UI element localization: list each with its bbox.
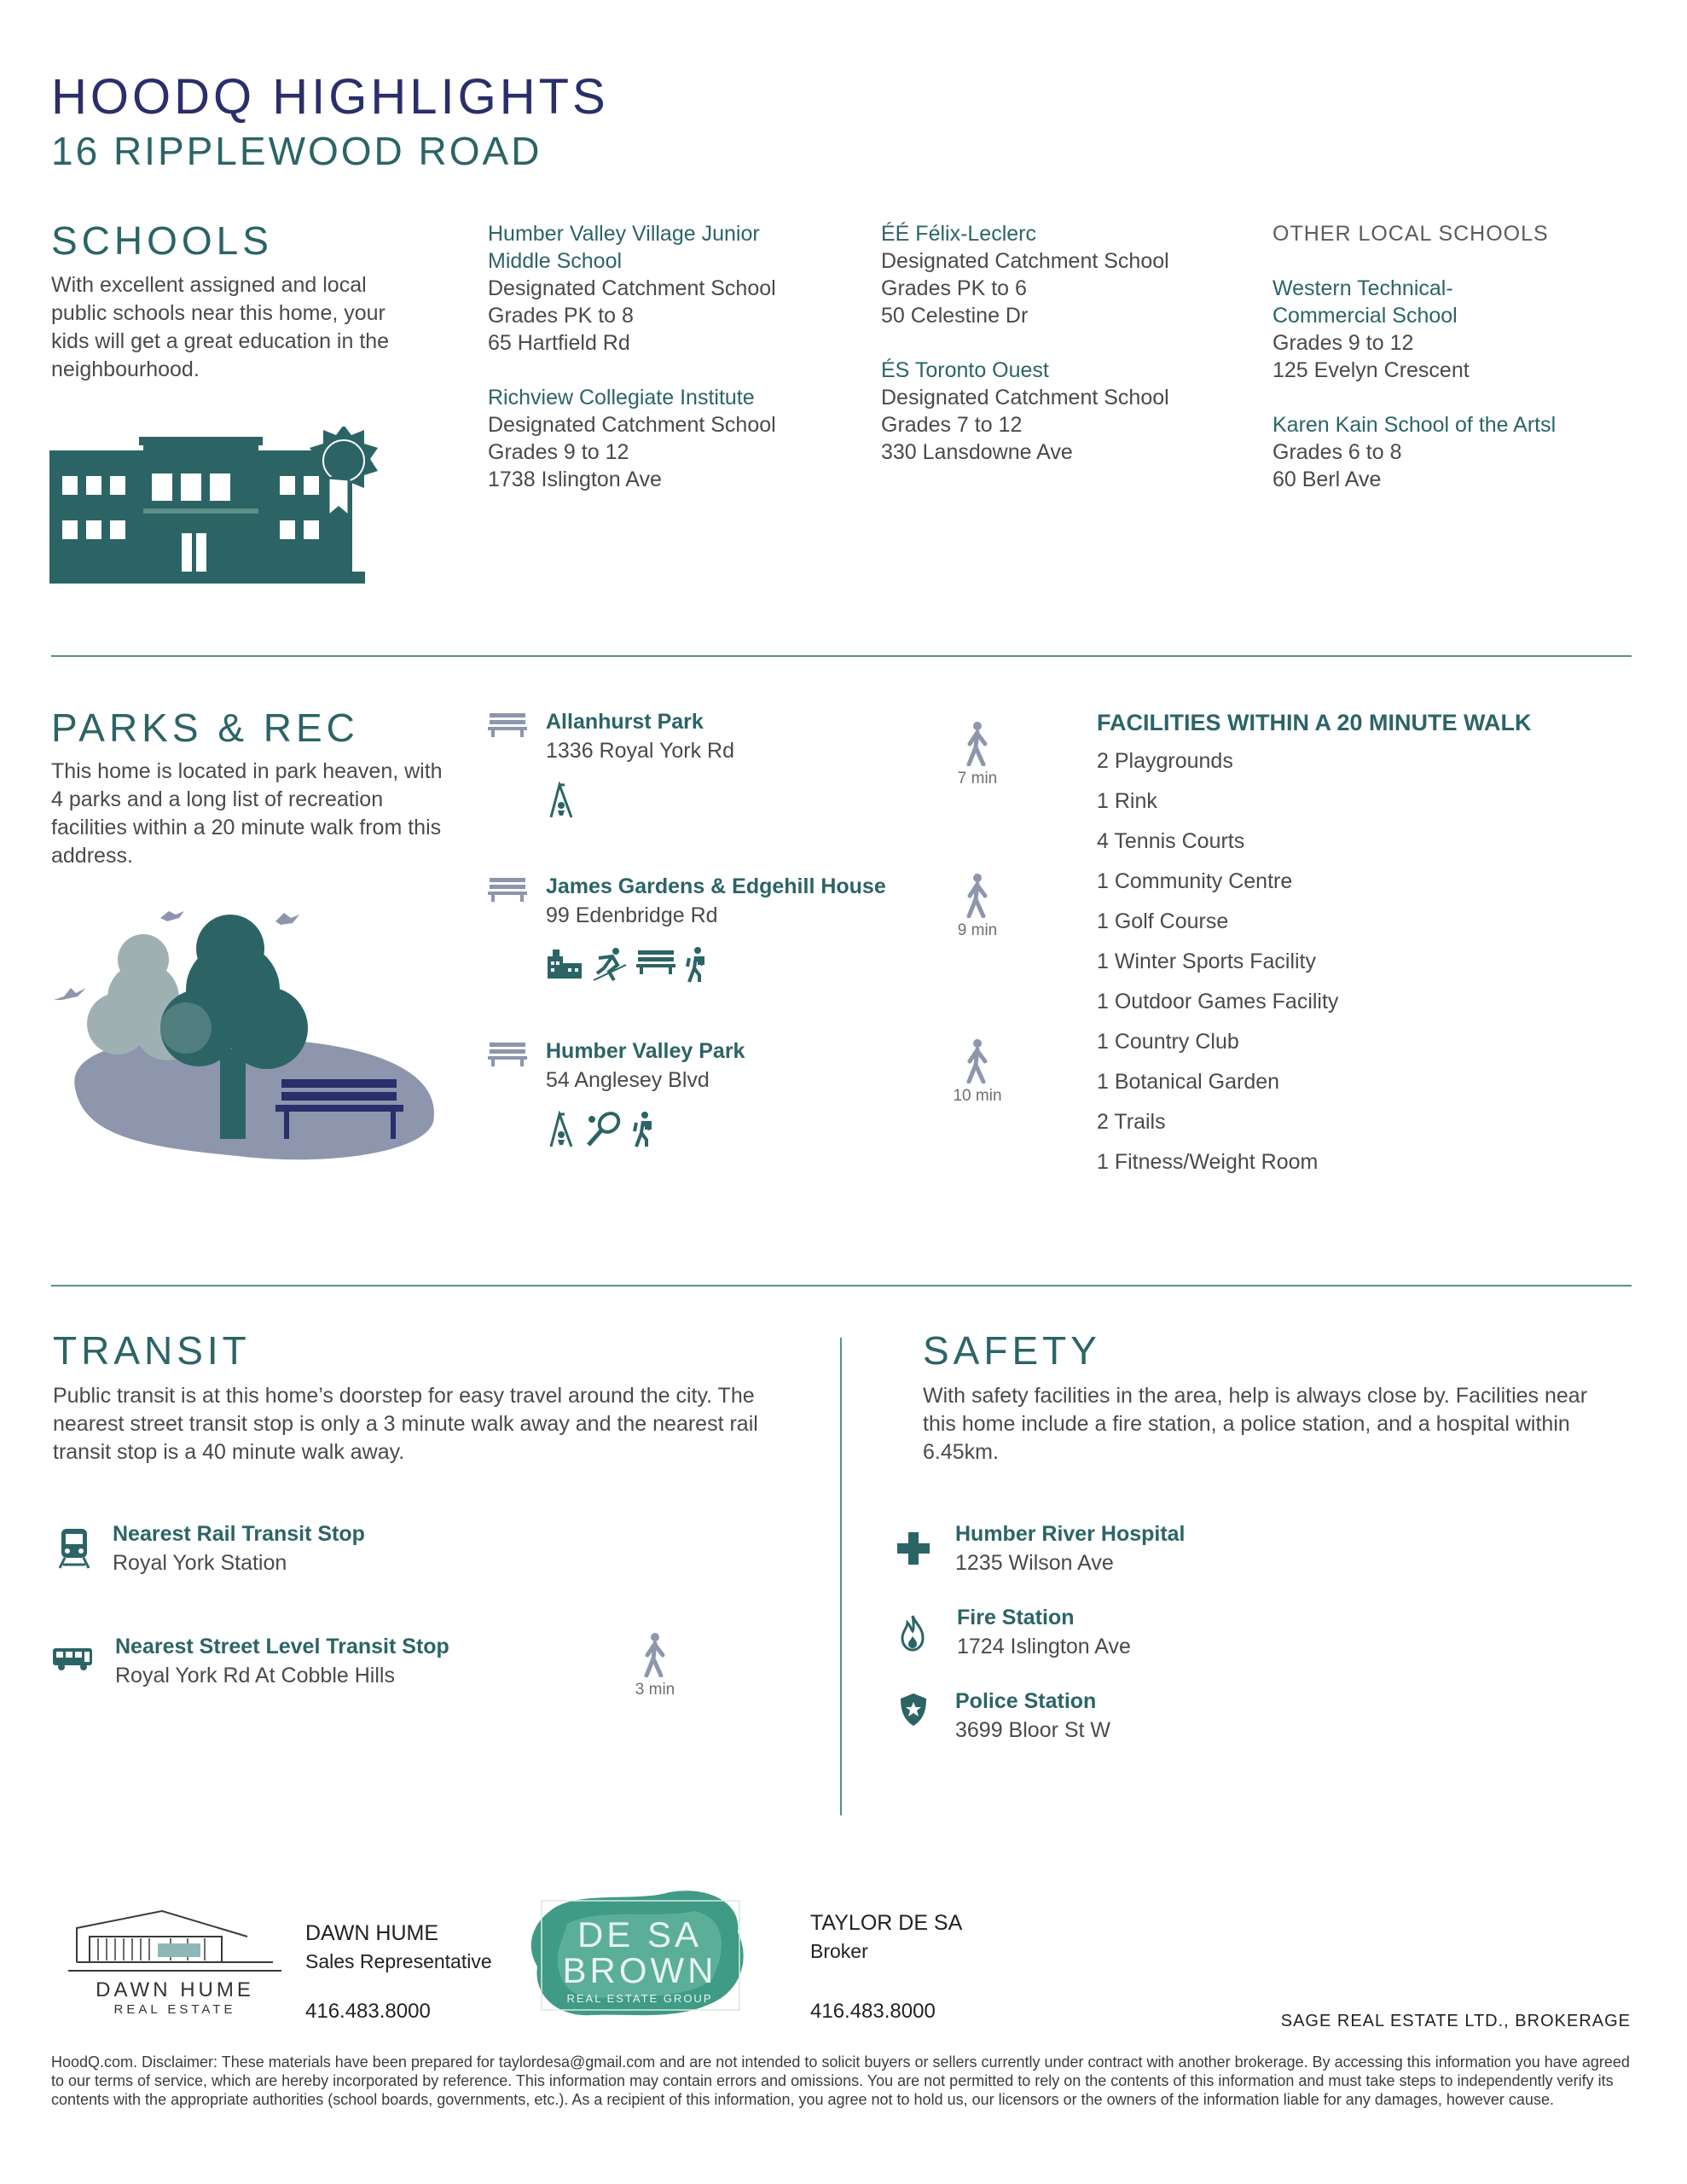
agent1-role: Sales Representative bbox=[305, 1950, 492, 1972]
bus-icon bbox=[51, 1647, 94, 1672]
school-card bbox=[881, 357, 1239, 466]
section-divider bbox=[51, 1285, 1632, 1287]
walk-time bbox=[943, 722, 1012, 788]
parks-intro: This home is located in park heaven, with 4 parks and a long list of recreation facilities within a 20 minute walk from this address. bbox=[51, 759, 443, 868]
agent2-role: Broker bbox=[810, 1940, 868, 1962]
school-card bbox=[488, 384, 846, 493]
school-card bbox=[488, 220, 846, 357]
walk-time bbox=[621, 1633, 689, 1699]
logo2-line3: REAL ESTATE GROUP bbox=[566, 1992, 713, 2005]
safety-title: Humber River Hospital bbox=[955, 1522, 1186, 1546]
walking-person-icon bbox=[965, 1039, 990, 1083]
facility-item: 1 Botanical Garden bbox=[1097, 1070, 1280, 1094]
rail-stop-value: Royal York Station bbox=[113, 1551, 287, 1575]
walk-time-label: 10 min bbox=[953, 1087, 1002, 1105]
playground-icon bbox=[546, 781, 577, 819]
agent1-name: DAWN HUME bbox=[305, 1921, 439, 1945]
school-name-cont: Commercial School bbox=[1272, 304, 1458, 328]
school-grades: Grades PK to 8 bbox=[488, 304, 634, 328]
section-divider bbox=[51, 655, 1632, 657]
walk-time-label: 7 min bbox=[957, 770, 998, 787]
park-address: 99 Edenbridge Rd bbox=[546, 903, 718, 927]
walk-time bbox=[943, 1039, 1012, 1106]
bench-icon bbox=[636, 946, 675, 977]
school-address: 1738 Islington Ave bbox=[488, 468, 662, 491]
school-address: 60 Berl Ave bbox=[1272, 468, 1382, 491]
safety-address: 1724 Islington Ave bbox=[957, 1635, 1131, 1658]
bench-icon bbox=[488, 712, 527, 737]
safety-address: 1235 Wilson Ave bbox=[955, 1551, 1114, 1575]
school-name: Karen Kain School of the Artsl bbox=[1272, 413, 1557, 437]
park-name: Allanhurst Park bbox=[546, 710, 704, 734]
facility-item: 1 Outdoor Games Facility bbox=[1097, 990, 1339, 1014]
flame-icon bbox=[899, 1614, 926, 1652]
safety-heading: SAFETY bbox=[923, 1328, 1101, 1373]
walking-person-icon bbox=[965, 722, 990, 766]
parks-heading: PARKS & REC bbox=[51, 706, 359, 750]
police-badge-icon bbox=[899, 1693, 928, 1727]
transit-intro: Public transit is at this home’s doorstep for easy travel around the city. The nearest street transit stop is only a 3 minute walk away and the nearest rail transit stop is a 40 minute walk away. bbox=[53, 1384, 758, 1464]
facility-item: 1 Rink bbox=[1097, 789, 1157, 813]
facility-item: 4 Tennis Courts bbox=[1097, 829, 1245, 853]
house-logo-icon bbox=[60, 1902, 290, 1979]
school-type: Designated Catchment School bbox=[488, 276, 776, 300]
facility-item: 1 Community Centre bbox=[1097, 869, 1293, 893]
school-building-icon bbox=[49, 427, 382, 589]
playground-icon bbox=[546, 1111, 577, 1148]
school-type: Designated Catchment School bbox=[881, 249, 1169, 273]
walking-person-icon bbox=[965, 874, 990, 918]
park-amenities bbox=[546, 781, 577, 819]
dawn-hume-logo bbox=[60, 1902, 290, 2017]
school-col-2 bbox=[881, 220, 1239, 466]
brokerage-name: SAGE REAL ESTATE LTD., BROKERAGE bbox=[1280, 2012, 1631, 2030]
park-item bbox=[488, 874, 965, 1039]
school-name: Humber Valley Village Junior bbox=[488, 222, 760, 246]
school-card bbox=[1272, 411, 1648, 493]
facility-item: 1 Country Club bbox=[1097, 1030, 1239, 1054]
school-name: ÉÉ Félix-Leclerc bbox=[881, 222, 1036, 246]
school-name: Western Technical- bbox=[1272, 276, 1453, 300]
parks-list bbox=[488, 710, 965, 1204]
school-address: 330 Lansdowne Ave bbox=[881, 440, 1073, 464]
logo2-line2: BROWN bbox=[562, 1950, 717, 1990]
school-address: 65 Hartfield Rd bbox=[488, 331, 630, 355]
school-grades: Grades 7 to 12 bbox=[881, 413, 1023, 437]
park-item bbox=[488, 1039, 965, 1204]
agent2-name: TAYLOR DE SA bbox=[810, 1911, 963, 1935]
park-item bbox=[488, 710, 965, 874]
school-name: Richview Collegiate Institute bbox=[488, 386, 755, 410]
street-stop-title: Nearest Street Level Transit Stop bbox=[115, 1635, 449, 1658]
street-stop-value: Royal York Rd At Cobble Hills bbox=[115, 1664, 395, 1687]
facility-item: 1 Fitness/Weight Room bbox=[1097, 1150, 1319, 1174]
school-grades: Grades 9 to 12 bbox=[1272, 331, 1414, 355]
school-card bbox=[1272, 275, 1648, 384]
logo2-line1: DE SA bbox=[577, 1914, 703, 1955]
facilities-heading: FACILITIES WITHIN A 20 MINUTE WALK bbox=[1097, 710, 1532, 735]
train-icon bbox=[58, 1527, 90, 1570]
school-name-cont: Middle School bbox=[488, 249, 623, 273]
skiing-icon bbox=[592, 946, 628, 984]
school-grades: Grades PK to 6 bbox=[881, 276, 1027, 300]
school-grades: Grades 9 to 12 bbox=[488, 440, 629, 464]
school-address: 125 Evelyn Crescent bbox=[1272, 358, 1470, 382]
walking-person-icon bbox=[642, 1633, 668, 1677]
facility-item: 1 Golf Course bbox=[1097, 909, 1229, 933]
transit-heading: TRANSIT bbox=[53, 1328, 251, 1373]
bench-icon bbox=[488, 1041, 527, 1066]
facilities-list bbox=[1097, 741, 1338, 1182]
park-illustration-icon bbox=[49, 896, 442, 1169]
rail-stop-title: Nearest Rail Transit Stop bbox=[113, 1522, 365, 1546]
column-divider bbox=[840, 1338, 842, 1815]
safety-title: Police Station bbox=[955, 1689, 1097, 1713]
logo1-line1: DAWN HUME bbox=[96, 1978, 254, 2001]
school-name: ÉS Toronto Ouest bbox=[881, 358, 1049, 382]
park-name: James Gardens & Edgehill House bbox=[546, 874, 886, 898]
school-address: 50 Celestine Dr bbox=[881, 304, 1029, 328]
park-address: 54 Anglesey Blvd bbox=[546, 1068, 710, 1092]
safety-intro: With safety facilities in the area, help is always close by. Facilities near this home include a fire station, a police station, and a hospital within 6.45km. bbox=[923, 1384, 1588, 1464]
schools-intro: With excellent assigned and local public schools near this home, your kids will get a great education in the neighbourhood. bbox=[51, 273, 390, 381]
other-schools-heading: OTHER LOCAL SCHOOLS bbox=[1272, 222, 1549, 246]
park-name: Humber Valley Park bbox=[546, 1039, 745, 1063]
walk-time-label: 3 min bbox=[635, 1681, 675, 1699]
page-title: HOODQ HIGHLIGHTS bbox=[51, 69, 609, 125]
tennis-icon bbox=[585, 1111, 623, 1148]
walk-time bbox=[943, 874, 1012, 940]
park-address: 1336 Royal York Rd bbox=[546, 739, 734, 763]
school-card bbox=[881, 220, 1239, 329]
park-amenities bbox=[546, 946, 708, 984]
property-address: 16 RIPPLEWOOD ROAD bbox=[51, 129, 542, 173]
school-grades: Grades 6 to 8 bbox=[1272, 440, 1402, 464]
schools-heading: SCHOOLS bbox=[51, 218, 273, 263]
park-amenities bbox=[546, 1111, 655, 1148]
de-sa-brown-logo bbox=[525, 1885, 755, 2022]
disclaimer-text: HoodQ.com. Disclaimer: These materials have been prepared for taylordesa@gmail.com and are not intended to solicit buyers or sellers currently under contract with another brokerage. By accessing this information you have agreed to our terms of service, which are hereby incorporated by reference. This information may contain errors and omissions. You are not permitted to rely on the contents of this information and must take steps to independently verify its contents with the appropriate authorities (school boards, governments, etc.). As a recipient of this information, you agree not to hold us, our licensors or the owners of the information liable for any damages, however cause. bbox=[51, 2053, 1630, 2108]
facility-item: 1 Winter Sports Facility bbox=[1097, 950, 1317, 973]
hiking-icon bbox=[684, 946, 708, 984]
hiking-icon bbox=[631, 1111, 655, 1148]
community-centre-icon bbox=[546, 946, 583, 980]
school-col-3 bbox=[1272, 220, 1648, 493]
agent1-phone: 416.483.8000 bbox=[305, 2000, 431, 2023]
bench-icon bbox=[488, 876, 527, 902]
agent2-phone: 416.483.8000 bbox=[810, 2000, 936, 2023]
school-type: Designated Catchment School bbox=[881, 386, 1169, 410]
school-col-1 bbox=[488, 220, 846, 493]
school-type: Designated Catchment School bbox=[488, 413, 776, 437]
safety-address: 3699 Bloor St W bbox=[955, 1718, 1111, 1742]
logo1-line2: REAL ESTATE bbox=[113, 2002, 236, 2017]
walk-time-label: 9 min bbox=[957, 921, 998, 939]
safety-title: Fire Station bbox=[957, 1606, 1075, 1629]
facility-item: 2 Trails bbox=[1097, 1110, 1166, 1134]
facility-item: 2 Playgrounds bbox=[1097, 749, 1233, 773]
hospital-cross-icon bbox=[897, 1532, 930, 1565]
